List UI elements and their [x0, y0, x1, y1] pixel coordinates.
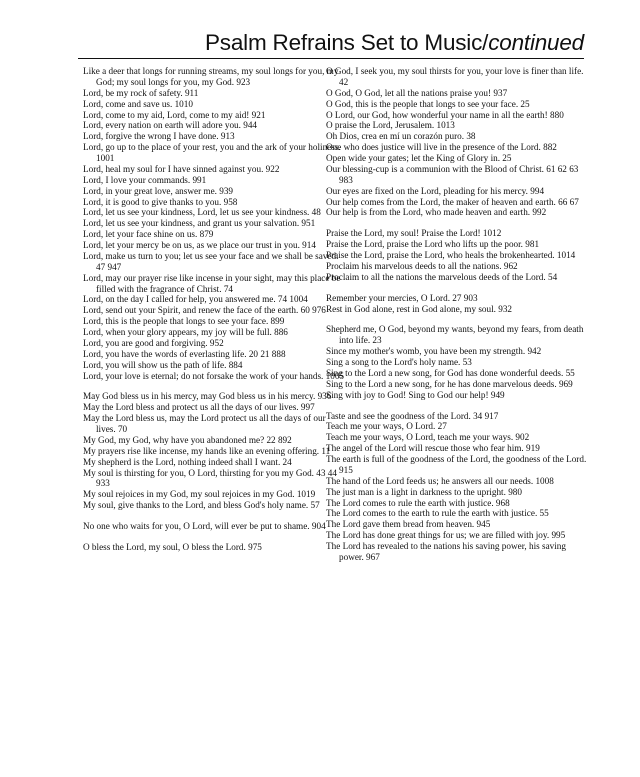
refrain-entry: Sing to the Lord a new song, for God has done wonderful deeds. 55: [326, 367, 575, 378]
refrain-entry: Shepherd me, O God, beyond my wants, beyond my fears, from death into life. 23: [326, 324, 584, 346]
section-gap: [83, 381, 347, 391]
refrain-entry: Lord, every nation on earth will adore you. 944: [83, 120, 258, 131]
refrain-entry: Lord, on the day I called for help, you answered me. 74 1004: [83, 294, 308, 305]
refrain-entry: Lord, send out your Spirit, and renew the face of the earth. 60 976: [83, 305, 326, 316]
refrain-entry: Lord, it is good to give thanks to you. 958: [83, 196, 238, 207]
refrain-entry: Lord, your love is eternal; do not forsake the work of your hands. 1005: [83, 370, 345, 381]
refrain-entry: Oh Dios, crea en mí un corazón puro. 38: [326, 131, 476, 142]
refrain-entry: Praise the Lord, my soul! Praise the Lord! 1012: [326, 228, 502, 239]
title-continued: continued: [488, 30, 584, 55]
refrain-entry: Lord, in your great love, answer me. 939: [83, 185, 234, 196]
refrain-entry: No one who waits for you, O Lord, will ever be put to shame. 904: [83, 521, 326, 531]
refrain-entry: Our eyes are fixed on the Lord, pleading for his mercy. 994: [326, 185, 545, 196]
refrain-entry: My shepherd is the Lord, nothing indeed shall I want. 24: [83, 456, 292, 467]
refrain-entry: The earth is full of the goodness of the Lord, the goodness of the Lord. 915: [326, 454, 587, 475]
refrain-entry: The Lord has revealed to the nations his saving power, his saving power. 967: [326, 541, 566, 562]
refrain-entry: Praise the Lord, praise the Lord, who heals the brokenhearted. 1014: [326, 250, 576, 260]
refrain-entry: Like a deer that longs for running streams, my soul longs for you, my God; my soul longs for you, my God. 923: [83, 66, 339, 87]
section-gap: [326, 314, 590, 324]
refrain-entry: May God bless us in his mercy, may God bless us in his mercy. 936: [83, 391, 332, 402]
refrain-entry: Lord, I love your commands. 991: [83, 174, 207, 185]
refrain-entry: Lord, let your mercy be on us, as we place our trust in you. 914: [83, 240, 316, 250]
refrain-entry: Proclaim his marvelous deeds to all the nations. 962: [326, 260, 518, 271]
refrain-entry: O God, I seek you, my soul thirsts for you, your love is finer than life. 42: [326, 66, 584, 87]
refrain-entry: My soul, give thanks to the Lord, and bless God's holy name. 57: [83, 500, 320, 511]
refrain-entry: The Lord comes to rule the earth with justice. 968: [326, 497, 510, 508]
refrain-entry: My God, my God, why have you abandoned me? 22 892: [83, 434, 292, 445]
refrain-entry: Lord, go up to the place of your rest, you and the ark of your holiness. 1001: [83, 142, 341, 163]
refrain-entry: My soul rejoices in my God, my soul rejoices in my God. 1019: [83, 489, 316, 500]
refrain-entry: Praise the Lord, praise the Lord who lifts up the poor. 981: [326, 239, 540, 250]
refrain-entry: Teach me your ways, O Lord. 27: [326, 421, 447, 432]
refrain-entry: The angel of the Lord will rescue those who fear him. 919: [326, 443, 540, 454]
refrain-entry: Lord, you have the words of everlasting life. 20 21 888: [83, 348, 286, 359]
refrain-entry: Lord, come to my aid, Lord, come to my aid! 921: [83, 109, 266, 120]
refrain-entry: Lord, you are good and forgiving. 952: [83, 337, 224, 348]
refrain-entry: The hand of the Lord feeds us; he answers all our needs. 1008: [326, 475, 554, 486]
refrain-entry: Lord, heal my soul for I have sinned against you. 922: [83, 163, 280, 174]
section-gap: [83, 511, 347, 521]
refrain-entry: Proclaim to all the nations the marvelous deeds of the Lord. 54: [326, 271, 558, 282]
refrain-entry: Teach me your ways, O Lord, teach me your ways. 902: [326, 432, 530, 443]
page-title: [205, 30, 584, 56]
refrain-entry: Taste and see the goodness of the Lord. 34 917: [326, 410, 499, 421]
section-gap: [83, 532, 347, 542]
refrain-entry: Lord, make us turn to you; let us see your face and we shall be saved. 47 947: [83, 250, 339, 272]
refrain-entry: Our blessing-cup is a communion with the Blood of Christ. 61 62 63 983: [326, 163, 579, 185]
refrain-entry: Sing a song to the Lord's holy name. 53: [326, 357, 472, 367]
refrain-entry: O praise the Lord, Jerusalem. 1013: [326, 120, 455, 131]
refrain-entry: Our help is from the Lord, who made heaven and earth. 992: [326, 207, 547, 218]
refrain-entry: Lord, let your face shine on us. 879: [83, 229, 214, 240]
refrain-entry: O God, O God, let all the nations praise you! 937: [326, 87, 508, 98]
refrain-entry: Remember your mercies, O Lord. 27 903: [326, 292, 478, 303]
refrain-entry: Lord, let us see your kindness, and grant us your salvation. 951: [83, 218, 316, 229]
refrain-entry: One who does justice will live in the presence of the Lord. 882: [326, 142, 557, 153]
refrain-entry: Sing with joy to God! Sing to God our help! 949: [326, 389, 505, 400]
refrain-entry: Lord, let us see your kindness, Lord, let us see your kindness. 48: [83, 207, 321, 218]
refrain-entry: My soul is thirsting for you, O Lord, thirsting for you my God. 43 44 933: [83, 467, 337, 489]
refrain-entry: Sing to the Lord a new song, for he has done marvelous deeds. 969: [326, 378, 573, 389]
refrain-entry: May the Lord bless and protect us all the days of our lives. 997: [83, 402, 315, 413]
refrain-entry: The Lord has done great things for us; we are filled with joy. 995: [326, 530, 566, 541]
section-gap: [326, 283, 590, 293]
refrain-entry: May the Lord bless us, may the Lord protect us all the days of our lives. 70: [83, 413, 326, 434]
refrain-entry: The Lord comes to the earth to rule the earth with justice. 55: [326, 508, 549, 519]
refrain-entry: Our help comes from the Lord, the maker of heaven and earth. 66 67: [326, 196, 579, 207]
refrain-entry: Lord, come and save us. 1010: [83, 98, 193, 109]
title-rule: [78, 58, 584, 59]
refrain-entry: Rest in God alone, rest in God alone, my soul. 932: [326, 303, 513, 314]
refrain-entry: Open wide your gates; let the King of Glory in. 25: [326, 153, 512, 163]
refrain-entry: Since my mother's womb, you have been my strength. 942: [326, 346, 542, 357]
refrain-entry: O bless the Lord, my soul, O bless the Lord. 975: [83, 541, 262, 552]
refrain-entry: Lord, when your glory appears, my joy will be full. 886: [83, 327, 288, 337]
section-gap: [326, 218, 590, 228]
title-main: Psalm Refrains Set to Music/: [204, 30, 489, 55]
refrain-entry: Lord, be my rock of safety. 911: [83, 87, 199, 98]
refrain-entry: O God, this is the people that longs to see your face. 25: [326, 98, 530, 109]
refrain-entry: My prayers rise like incense, my hands like an evening offering. 11: [83, 445, 331, 456]
refrain-entry: Lord, may our prayer rise like incense in your sight, may this place be filled with the fragrance of Christ. 74: [83, 272, 341, 294]
refrain-entry: The just man is a light in darkness to the upright. 980: [326, 486, 522, 497]
refrain-entry: The Lord gave them bread from heaven. 945: [326, 519, 491, 530]
right-column: [326, 66, 590, 563]
refrain-entry: O Lord, our God, how wonderful your name in all the earth! 880: [326, 109, 564, 120]
section-gap: [326, 401, 590, 411]
refrain-entry: Lord, this is the people that longs to see your face. 899: [83, 316, 285, 327]
refrain-entry: Lord, you will show us the path of life. 884: [83, 359, 243, 370]
left-column: [83, 66, 347, 553]
refrain-entry: Lord, forgive the wrong I have done. 913: [83, 131, 235, 142]
